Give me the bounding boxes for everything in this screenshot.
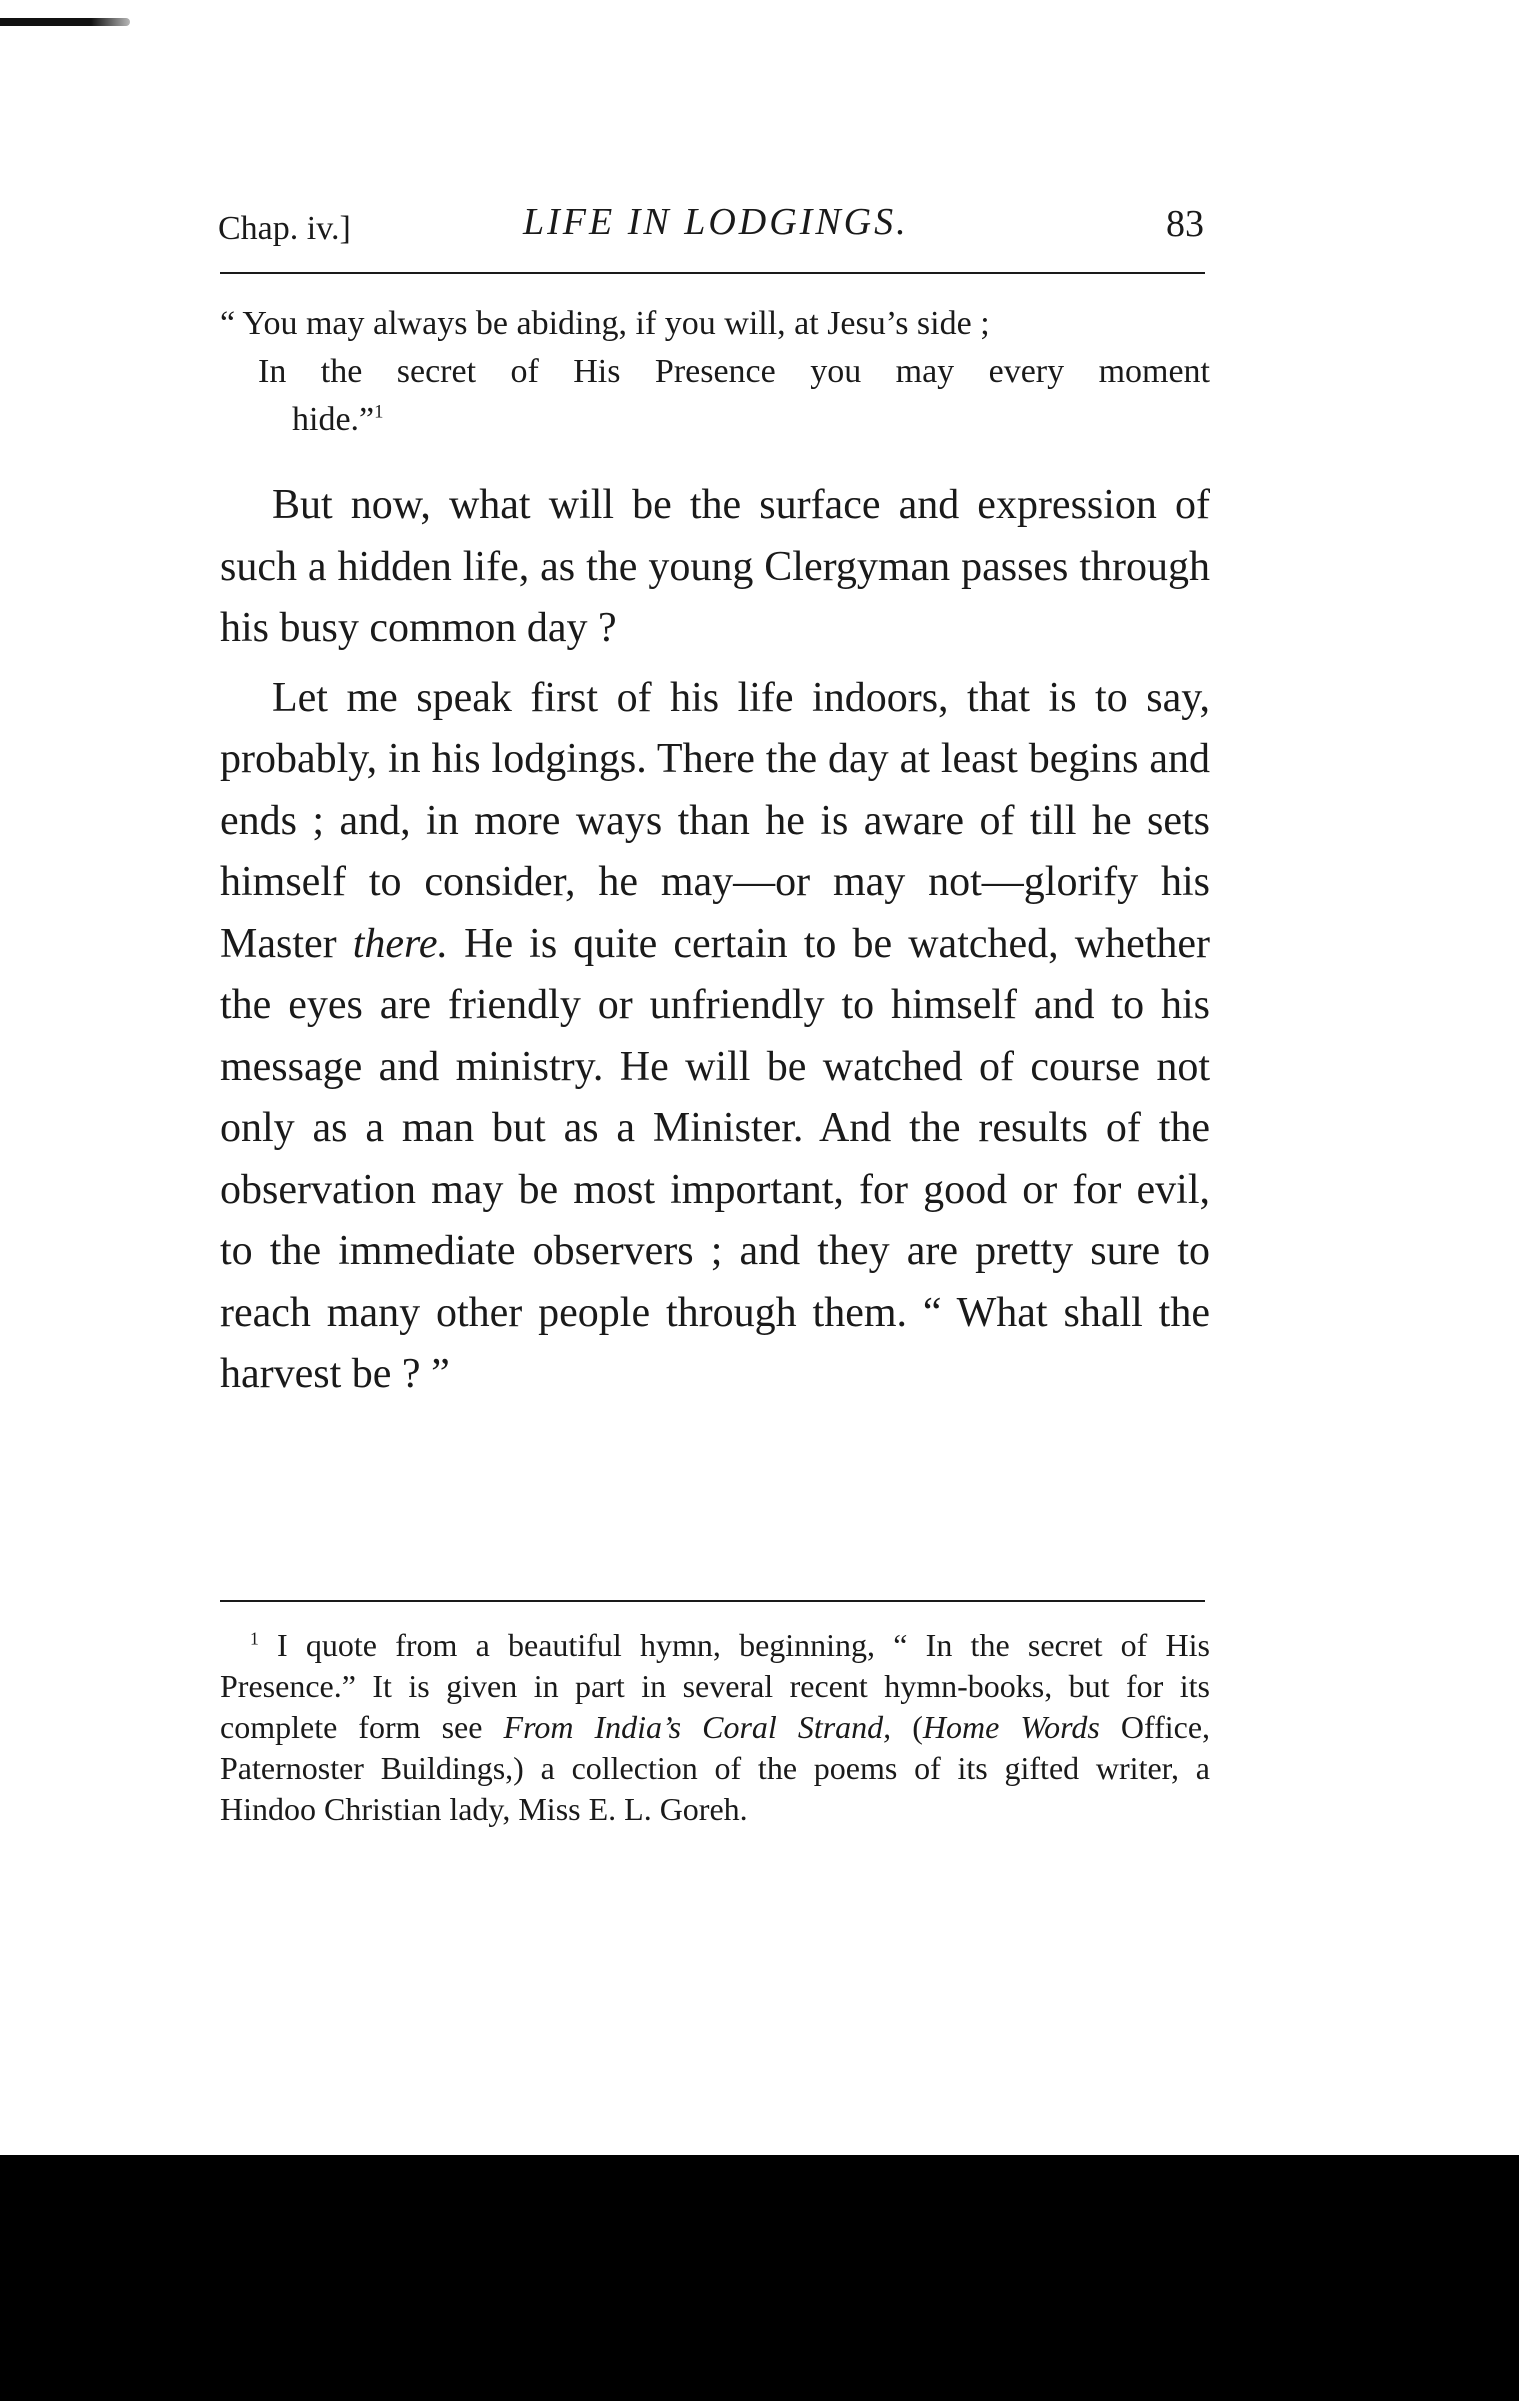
paragraph-2-text-b: He is quite certain to be watched, whether the eyes are friendly or unfriendly to himself and to his message and ministry. He will be watched of course not only as a man but as a Minister. And the results of the observation may be most important, for good or for evil, to the immediate observers ; and they are pretty sure to reach many other people through them. “ What shall the harvest be ? ” bbox=[220, 920, 1211, 1397]
footnote-italic-title: From India’s Coral Strand, bbox=[503, 1709, 892, 1745]
header-rule bbox=[220, 272, 1205, 274]
running-title: LIFE IN LODGINGS. bbox=[523, 201, 909, 243]
footnote-italic-publisher: Home Words bbox=[922, 1709, 1100, 1745]
footnote-text-3: Office, Paternoster Buildings,) a collection of the poems of its gifted writer, a Hindoo Christian lady, Miss E. L. Goreh. bbox=[220, 1709, 1211, 1827]
footnote-text-1: I quote from a beautiful hymn, beginning, “ In the secret of His Presence.” It is given in part in several recent hymn-books, but for its complete form see bbox=[220, 1627, 1211, 1745]
page-number: 83 bbox=[1166, 203, 1204, 245]
footnote-marker: 1 bbox=[250, 1628, 259, 1649]
footnote-reference: 1 bbox=[374, 401, 384, 423]
footnote bbox=[220, 1625, 1210, 1830]
paragraph-1: But now, what will be the surface and expression of such a hidden life, as the young Clergyman passes through his busy common day ? bbox=[220, 482, 1210, 651]
epigraph-quote bbox=[220, 300, 1210, 444]
chapter-label: Chap. iv.] bbox=[218, 210, 351, 247]
footnote-text-2: ( bbox=[912, 1709, 923, 1745]
scan-edge-mark bbox=[0, 18, 130, 26]
body-text bbox=[220, 475, 1210, 1406]
page-header bbox=[218, 200, 1218, 260]
epigraph-line-1: “ You may always be abiding, if you will, at Jesu’s side ; bbox=[220, 305, 990, 342]
paragraph-2 bbox=[220, 668, 1210, 1406]
epigraph-line-3-text: hide.” bbox=[292, 401, 375, 438]
scan-bottom-band bbox=[0, 2155, 1519, 2401]
footnote-rule bbox=[220, 1600, 1205, 1602]
epigraph-line-3 bbox=[220, 396, 1210, 444]
paragraph-2-italic: there. bbox=[352, 920, 448, 967]
epigraph-line-2: In the secret of His Presence you may every moment bbox=[258, 353, 1210, 390]
paragraph-2-text-a: Let me speak first of his life indoors, that is to say, probably, in his lodgings. There the day at least begins and ends ; and, in more ways than he is aware of till he sets himself to consider, he may—or may not—glorify his Master bbox=[220, 674, 1210, 967]
